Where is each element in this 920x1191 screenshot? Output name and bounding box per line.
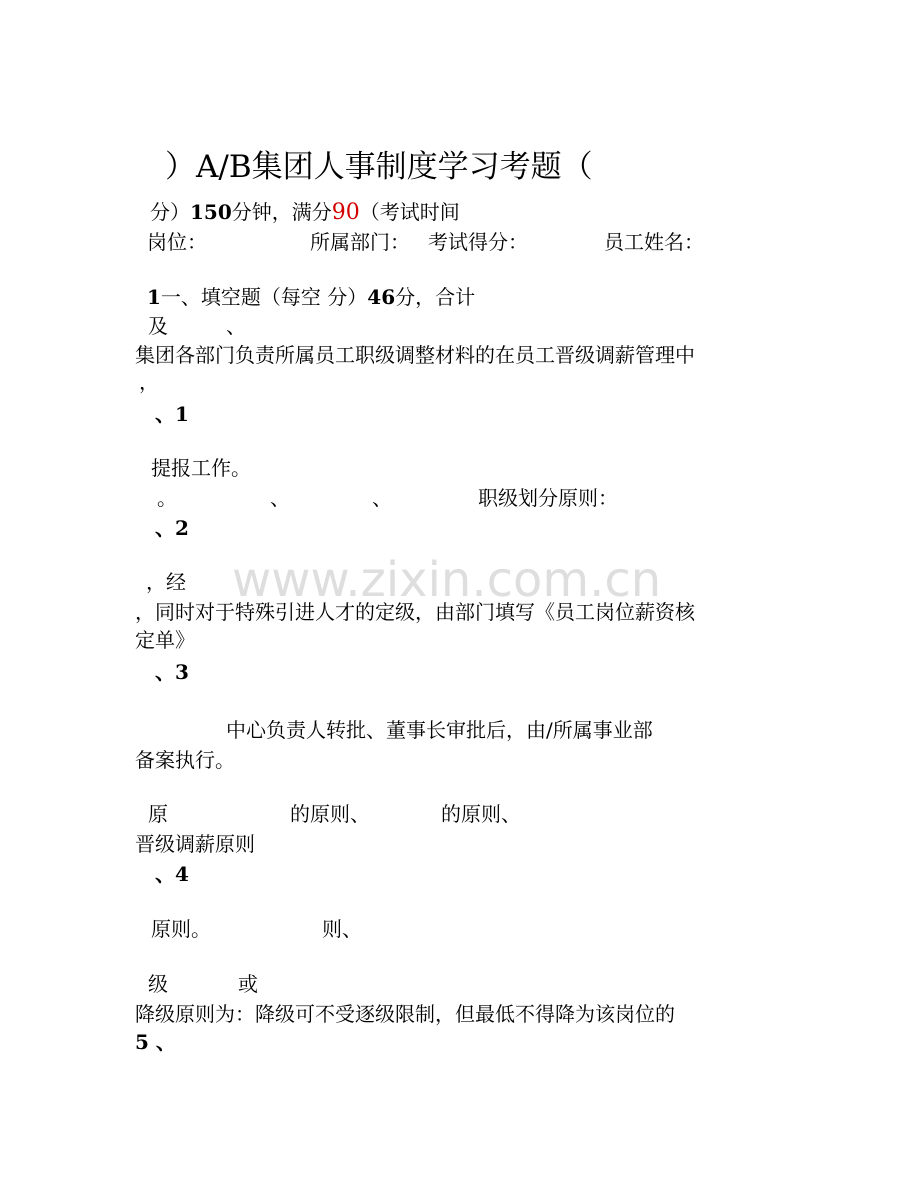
item-number: 、3	[155, 660, 189, 684]
text-line: 职级划分原则：	[478, 486, 618, 510]
text-line: ，	[139, 370, 159, 394]
text-line: ，经	[146, 570, 186, 594]
exam-duration: 150	[190, 200, 232, 224]
exam-info-suffix: （考试时间	[359, 200, 460, 224]
watermark: www.zixin.com.cn	[232, 552, 662, 608]
text-line: 原则。	[151, 917, 211, 941]
text-line: 、	[270, 486, 290, 510]
section-heading	[147, 287, 475, 307]
field-score: 考试得分：	[428, 230, 528, 254]
full-score: 90	[331, 200, 360, 225]
field-position: 岗位：	[147, 230, 207, 254]
text-line: 降级原则为：降级可不受逐级限制，但最低不得降为该岗位的	[135, 1002, 675, 1026]
text-line: 定单》	[135, 628, 195, 652]
item-number: 、1	[155, 402, 189, 426]
section-number: 1	[147, 285, 161, 309]
item-number: 、4	[155, 862, 189, 886]
item-number: 、2	[155, 516, 189, 540]
exam-info-mid: 分钟，满分	[231, 200, 332, 224]
text-line: 晋级调薪原则	[135, 832, 255, 856]
text-line: 的原则、	[441, 802, 521, 826]
text-line: 或	[238, 972, 258, 996]
text-line: 则、	[322, 917, 362, 941]
text-line: 原	[148, 802, 168, 826]
text-line: 中心负责人转批、董事长审批后，由/所属事业部	[226, 718, 653, 742]
section-heading-suffix: 分，合计	[395, 285, 476, 309]
text-line: 级	[148, 972, 168, 996]
text-line: 及	[148, 314, 168, 338]
text-line: 。	[157, 486, 177, 510]
text-line: 提报工作。	[151, 456, 251, 480]
exam-info-prefix: 分）	[150, 200, 190, 224]
text-line: 备案执行。	[135, 748, 235, 772]
text-line: 集团各部门负责所属员工职级调整材料的在员工晋级调薪管理中	[135, 343, 695, 367]
exam-info-line	[150, 202, 460, 224]
text-line: 、	[226, 314, 246, 338]
field-department: 所属部门：	[310, 230, 410, 254]
section-total-score: 46	[367, 285, 396, 309]
text-line: 的原则、	[290, 802, 370, 826]
text-line: 、	[372, 486, 392, 510]
exam-title: ）A/B集团人事制度学习考题（	[165, 149, 593, 185]
field-employee-name: 员工姓名：	[604, 230, 704, 254]
text-line: ，同时对于特殊引进人才的定级，由部门填写《员工岗位薪资核	[135, 600, 695, 624]
item-number: 5 、	[135, 1030, 176, 1054]
section-heading-text: 一、填空题（每空 分）	[160, 285, 368, 309]
